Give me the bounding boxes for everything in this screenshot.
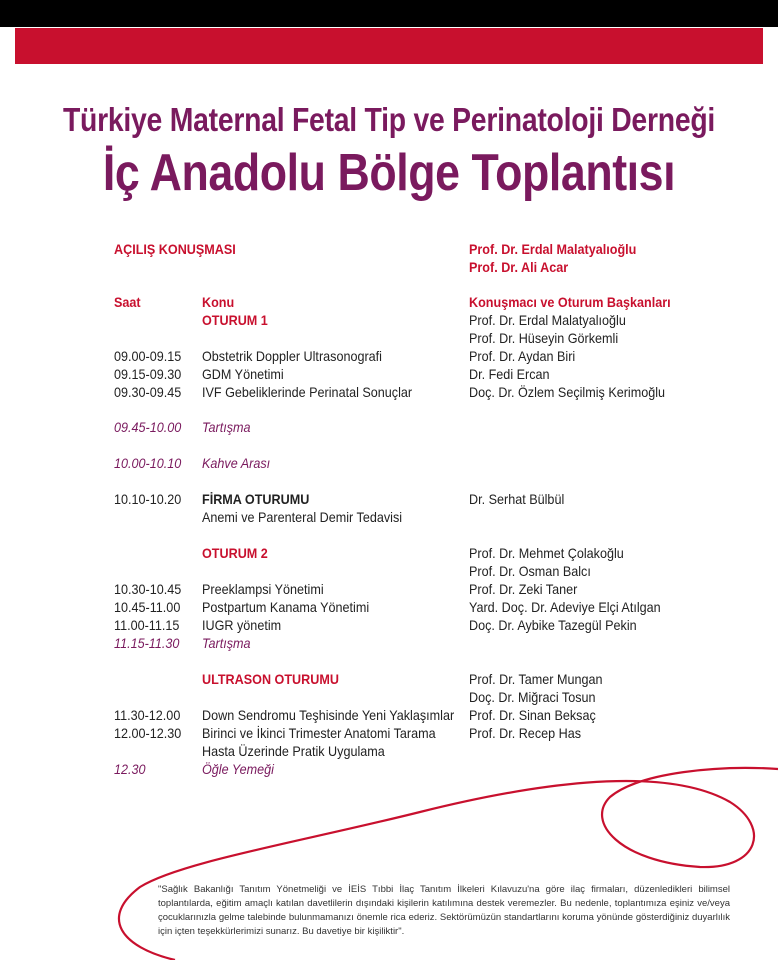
session2-item3-time: 11.00-11.15: [114, 617, 180, 633]
discussion1-time: 09.45-10.00: [114, 419, 182, 435]
session1-chair-2: Prof. Dr. Hüseyin Görkemli: [469, 330, 619, 346]
session2-item2-topic: Postpartum Kanama Yönetimi: [202, 599, 370, 615]
ultrason-item1-time: 11.30-12.00: [114, 707, 181, 723]
session2-title: OTURUM 2: [202, 545, 268, 561]
opening-speaker-2: Prof. Dr. Ali Acar: [469, 259, 569, 275]
firm-speaker: Dr. Serhat Bülbül: [469, 491, 565, 507]
coffee-time: 10.00-10.10: [114, 455, 182, 471]
ultrason-item1-speaker: Prof. Dr. Sinan Beksaç: [469, 707, 596, 723]
session1-title: OTURUM 1: [202, 312, 268, 328]
session1-chair-1: Prof. Dr. Erdal Malatyalıoğlu: [469, 312, 626, 328]
ultrason-item2-topic: Birinci ve İkinci Trimester Anatomi Tarama: [202, 725, 436, 741]
ultrason-chair-2: Doç. Dr. Miğraci Tosun: [469, 689, 596, 705]
invitation-page: [0, 27, 778, 960]
firm-title: FİRMA OTURUMU: [202, 491, 310, 507]
session2-item3-topic: IUGR yönetim: [202, 617, 282, 633]
session1-item3-time: 09.30-09.45: [114, 384, 182, 400]
session1-item2-topic: GDM Yönetimi: [202, 366, 284, 382]
session2-item1-speaker: Prof. Dr. Zeki Taner: [469, 581, 578, 597]
organization-title: Türkiye Maternal Fetal Tip ve Perinatoloji Derneği: [62, 101, 716, 138]
session1-item1-speaker: Prof. Dr. Aydan Biri: [469, 348, 576, 364]
firm-subtitle: Anemi ve Parenteral Demir Tedavisi: [202, 509, 403, 525]
session2-chair-2: Prof. Dr. Osman Balcı: [469, 563, 591, 579]
ultrason-item1-topic: Down Sendromu Teşhisinde Yeni Yaklaşımlar: [202, 707, 455, 723]
opening-label: AÇILIŞ KONUŞMASI: [114, 241, 236, 257]
discussion2-time: 11.15-11.30: [114, 635, 180, 651]
top-red-band: [15, 28, 763, 64]
disclaimer-text: "Sağlık Bakanlığı Tanıtım Yönetmeliği ve İEİS Tıbbi İlaç Tanıtım İlkeleri Kılavuzu'na göre ilaç firmaları, düzenledikleri bilimsel toplantılarda, eğitim amaçlı katılan davetlilerin dışındaki kişilerin katılımına destek veremezler. Bu nedenle, toplantımıza eşiniz ve/veya çocuklarınızla gelme talebinde bulunmamanızı önemle rica ederiz. Sektörümüzün standartlarını koruma yönünde gösterdiğiniz duyarlılık için içten teşekkürlerimizi sunarız. Bu davetiye bir kişiliktir".: [158, 884, 730, 937]
session2-item1-topic: Preeklampsi Yönetimi: [202, 581, 324, 597]
lunch-time: 12.30: [114, 761, 146, 777]
session1-item2-speaker: Dr. Fedi Ercan: [469, 366, 550, 382]
session1-item1-topic: Obstetrik Doppler Ultrasonografi: [202, 348, 382, 364]
ultrason-item2-speaker: Prof. Dr. Recep Has: [469, 725, 582, 741]
ultrason-title: ULTRASON OTURUMU: [202, 671, 339, 687]
event-title: İç Anadolu Bölge Toplantısı: [102, 144, 676, 202]
coffee-label: Kahve Arası: [202, 455, 271, 471]
ultrason-chair-1: Prof. Dr. Tamer Mungan: [469, 671, 603, 687]
session2-item2-time: 10.45-11.00: [114, 599, 181, 615]
opening-speaker-1: Prof. Dr. Erdal Malatyalıoğlu: [469, 241, 637, 257]
session2-item2-speaker: Yard. Doç. Dr. Adeviye Elçi Atılgan: [469, 599, 661, 615]
column-header-topic: Konu: [202, 294, 235, 310]
column-header-time: Saat: [114, 294, 141, 310]
lunch-label: Öğle Yemeği: [202, 761, 274, 777]
column-header-speaker: Konuşmacı ve Oturum Başkanları: [469, 294, 671, 310]
discussion2-label: Tartışma: [202, 635, 251, 651]
session2-item3-speaker: Doç. Dr. Aybike Tazegül Pekin: [469, 617, 637, 633]
session1-item3-speaker: Doç. Dr. Özlem Seçilmiş Kerimoğlu: [469, 384, 666, 400]
firm-time: 10.10-10.20: [114, 491, 182, 507]
ultrason-item2-time: 12.00-12.30: [114, 725, 182, 741]
discussion1-label: Tartışma: [202, 419, 251, 435]
session1-item2-time: 09.15-09.30: [114, 366, 182, 382]
ultrason-extra-topic: Hasta Üzerinde Pratik Uygulama: [202, 743, 385, 759]
session1-item1-time: 09.00-09.15: [114, 348, 182, 364]
session1-item3-topic: IVF Gebeliklerinde Perinatal Sonuçlar: [202, 384, 413, 400]
session2-chair-1: Prof. Dr. Mehmet Çolakoğlu: [469, 545, 624, 561]
session2-item1-time: 10.30-10.45: [114, 581, 182, 597]
